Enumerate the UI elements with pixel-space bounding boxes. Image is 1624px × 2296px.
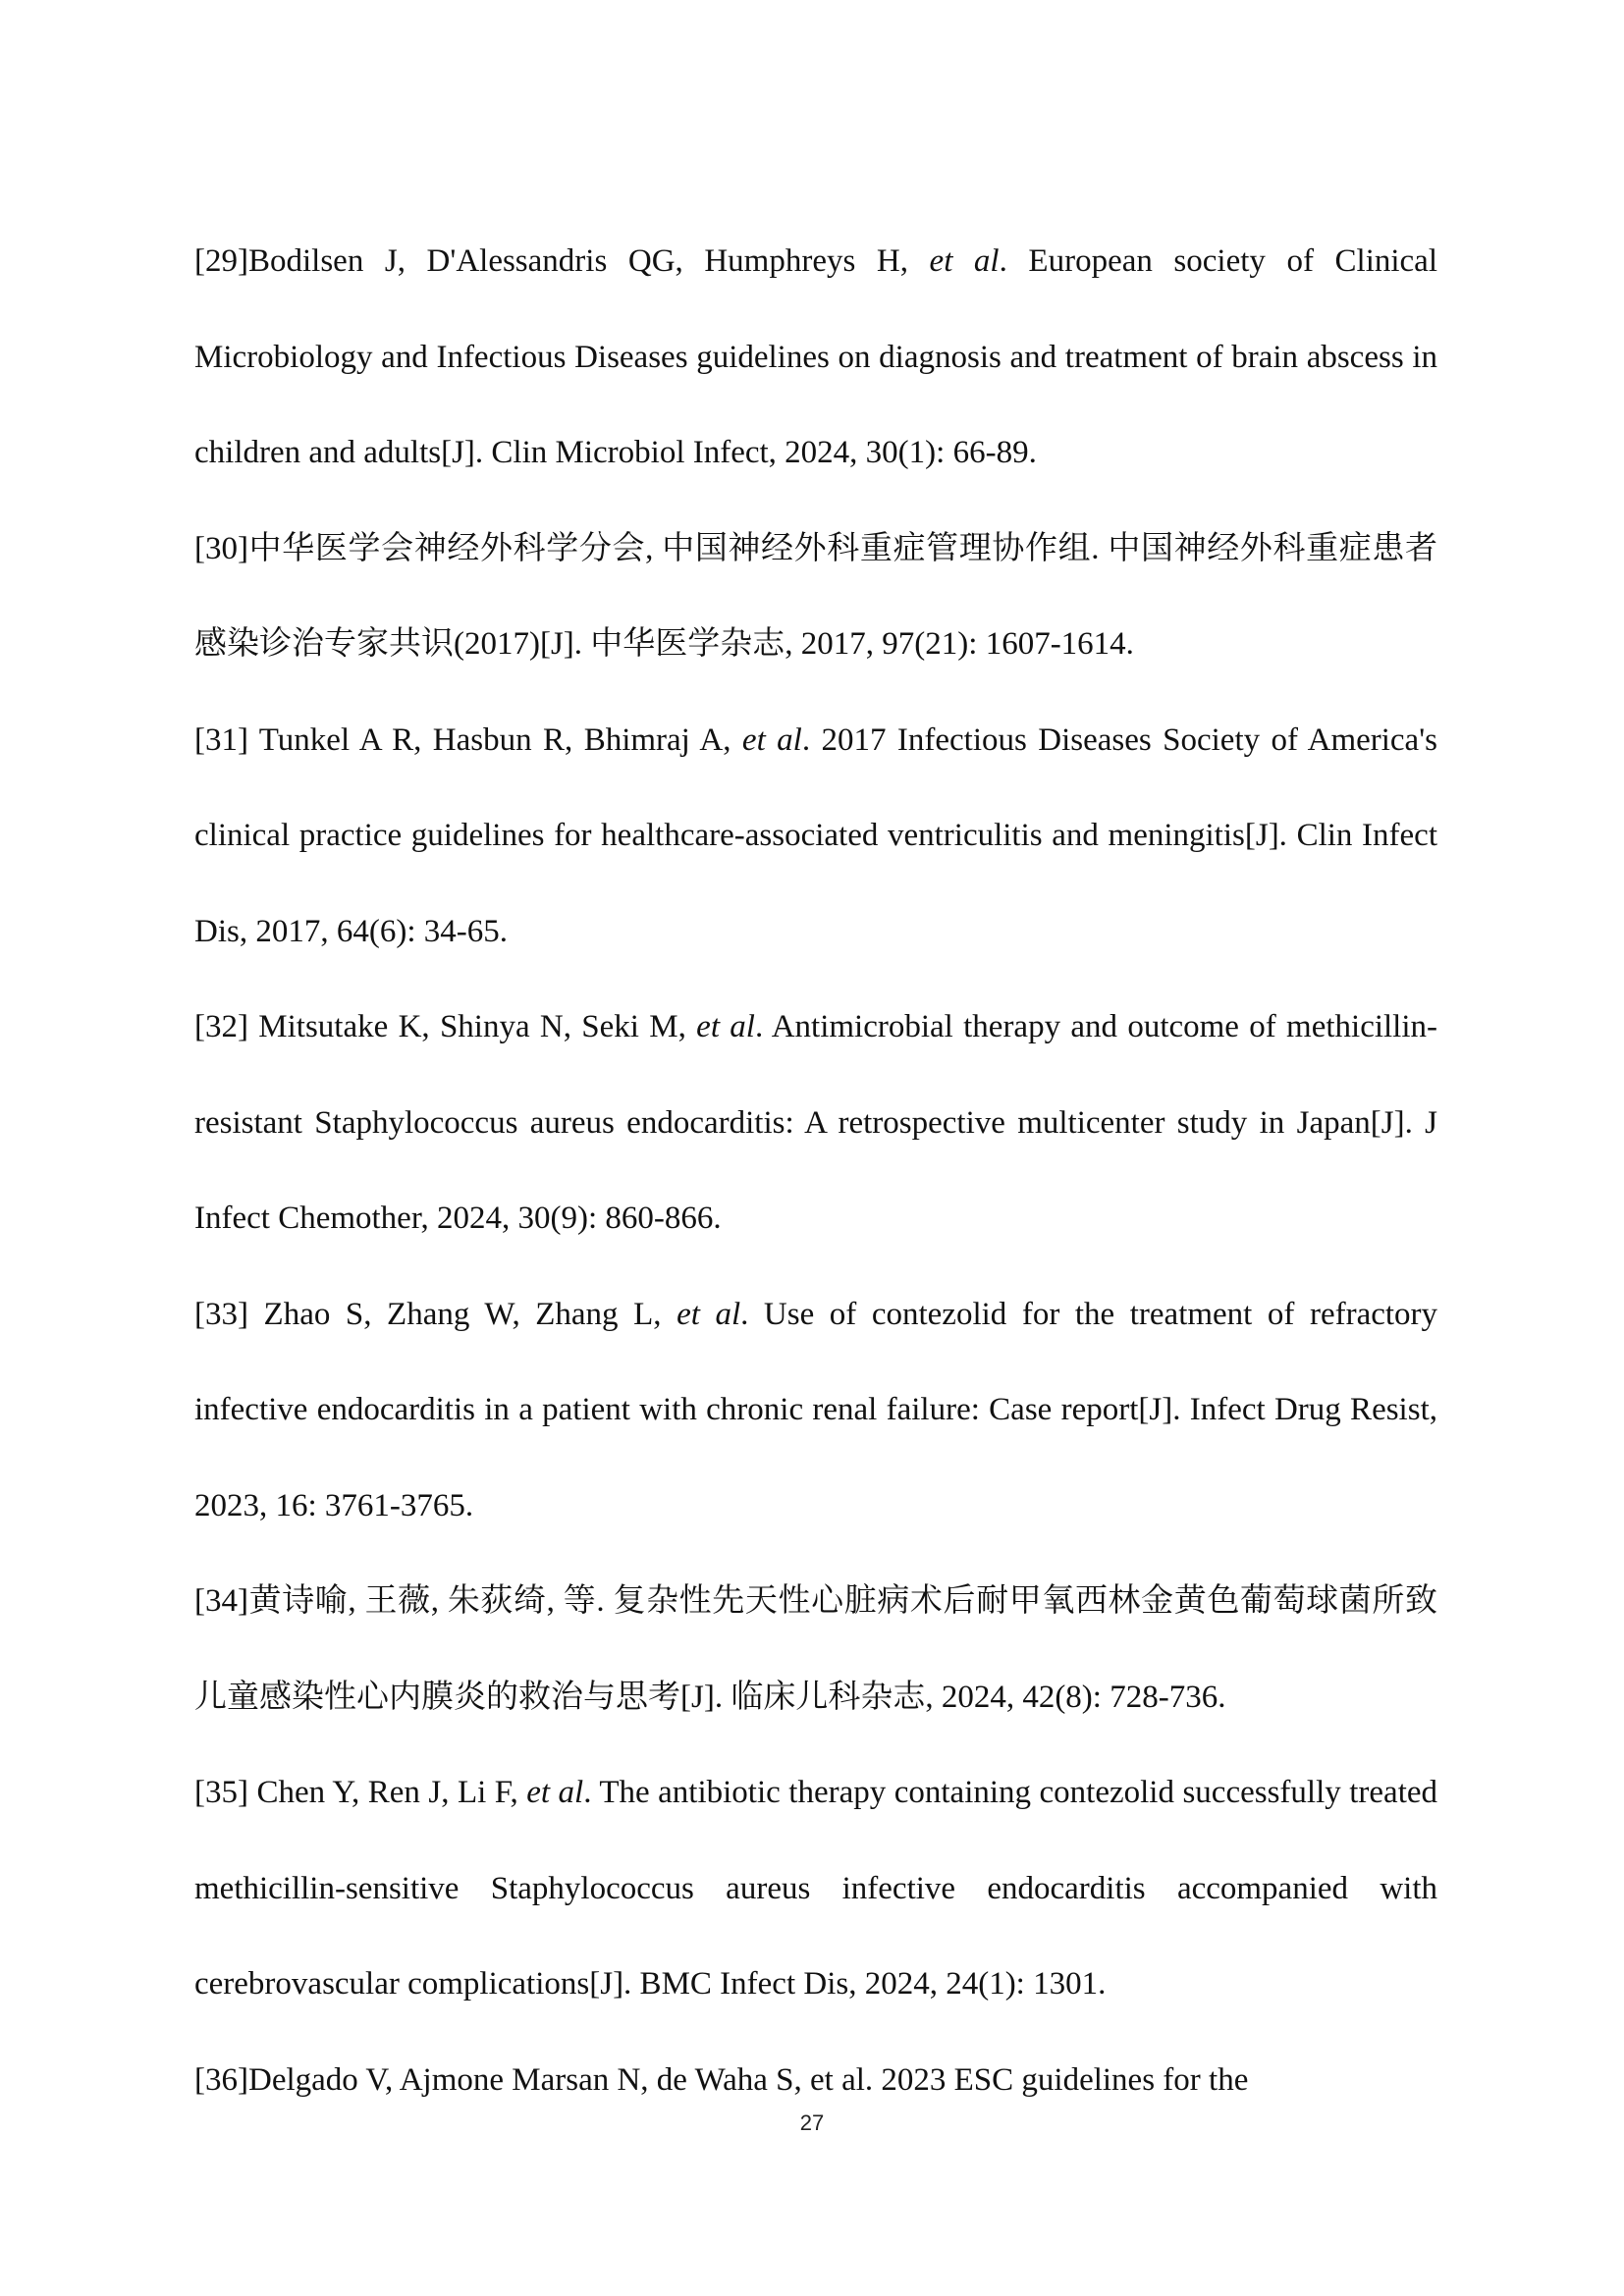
- reference-etal: et al: [929, 243, 1000, 279]
- reference-number: [34]: [194, 1583, 248, 1619]
- reference-number: [35]: [194, 1775, 257, 1810]
- reference-text: Chen Y, Ren J, Li F,: [256, 1775, 527, 1810]
- reference-35: [194, 1745, 1437, 2033]
- reference-text: Zhao S, Zhang W, Zhang L,: [263, 1296, 677, 1332]
- reference-30: [194, 502, 1437, 693]
- reference-29: [194, 214, 1437, 502]
- page-number: 27: [799, 2110, 825, 2135]
- reference-text-continued: . Use of contezolid for the treatment of refractory infective endocarditis in a patient with chronic renal failure: Case report[J]. Infect Drug Resist, 2023, 16: 3761-3765.: [194, 1296, 1438, 1523]
- reference-text: Bodilsen J, D'Alessandris QG, Humphreys H,: [247, 243, 930, 279]
- reference-number: [33]: [194, 1296, 264, 1332]
- reference-text: 中华医学会神经外科学分会, 中国神经外科重症管理协作组. 中国神经外科重症患者感染诊治专家共识(2017)[J]. 中华医学杂志, 2017, 97(21): 1607-1614.: [194, 530, 1437, 662]
- reference-number: [30]: [194, 530, 248, 566]
- reference-number: [32]: [194, 1009, 259, 1044]
- reference-number: [29]: [194, 243, 248, 279]
- reference-etal: et al: [741, 721, 802, 758]
- reference-text-continued: . The antibiotic therapy containing contezolid successfully treated methicillin-sensitive Staphylococcus aureus infective endocarditis accompanied with cerebrovascular complications[J]. BMC Infect Dis, 2024, 24(1): 1301.: [194, 1775, 1438, 2002]
- reference-text-continued: . European society of Clinical Microbiology and Infectious Diseases guidelines on diagnosis and treatment of brain abscess in children and adults[J]. Clin Microbiol Infect, 2024, 30(1): 66-89.: [194, 243, 1438, 470]
- reference-etal: et al: [526, 1775, 584, 1810]
- reference-number: [31]: [194, 721, 259, 758]
- reference-34: [194, 1554, 1437, 1745]
- reference-etal: et al: [696, 1009, 755, 1044]
- reference-32: [194, 980, 1437, 1267]
- reference-text: Delgado V, Ajmone Marsan N, de Waha S, et al. 2023 ESC guidelines for the: [247, 2061, 1249, 2098]
- reference-number: [36]: [194, 2061, 248, 2098]
- reference-etal: et al: [677, 1296, 741, 1332]
- reference-text: Tunkel A R, Hasbun R, Bhimraj A,: [258, 721, 742, 758]
- reference-text: Mitsutake K, Shinya N, Seki M,: [258, 1009, 697, 1044]
- reference-text: 黄诗喻, 王薇, 朱荻绮, 等. 复杂性先天性心脏病术后耐甲氧西林金黄色葡萄球菌所致儿童感染性心内膜炎的救治与思考[J]. 临床儿科杂志, 2024, 42(8): 728-736.: [194, 1583, 1437, 1715]
- reference-31: [194, 693, 1437, 981]
- reference-text-continued: . 2017 Infectious Diseases Society of America's clinical practice guidelines for healthcare-associated ventriculitis and meningitis[J]. Clin Infect Dis, 2017, 64(6): 34-65.: [194, 721, 1437, 949]
- reference-33: [194, 1267, 1437, 1555]
- reference-list: [194, 214, 1437, 2128]
- reference-text-continued: . Antimicrobial therapy and outcome of methicillin-resistant Staphylococcus aureus endocarditis: A retrospective multicenter study in Japan[J]. J Infect Chemother, 2024, 30(9): 860-866.: [194, 1009, 1438, 1236]
